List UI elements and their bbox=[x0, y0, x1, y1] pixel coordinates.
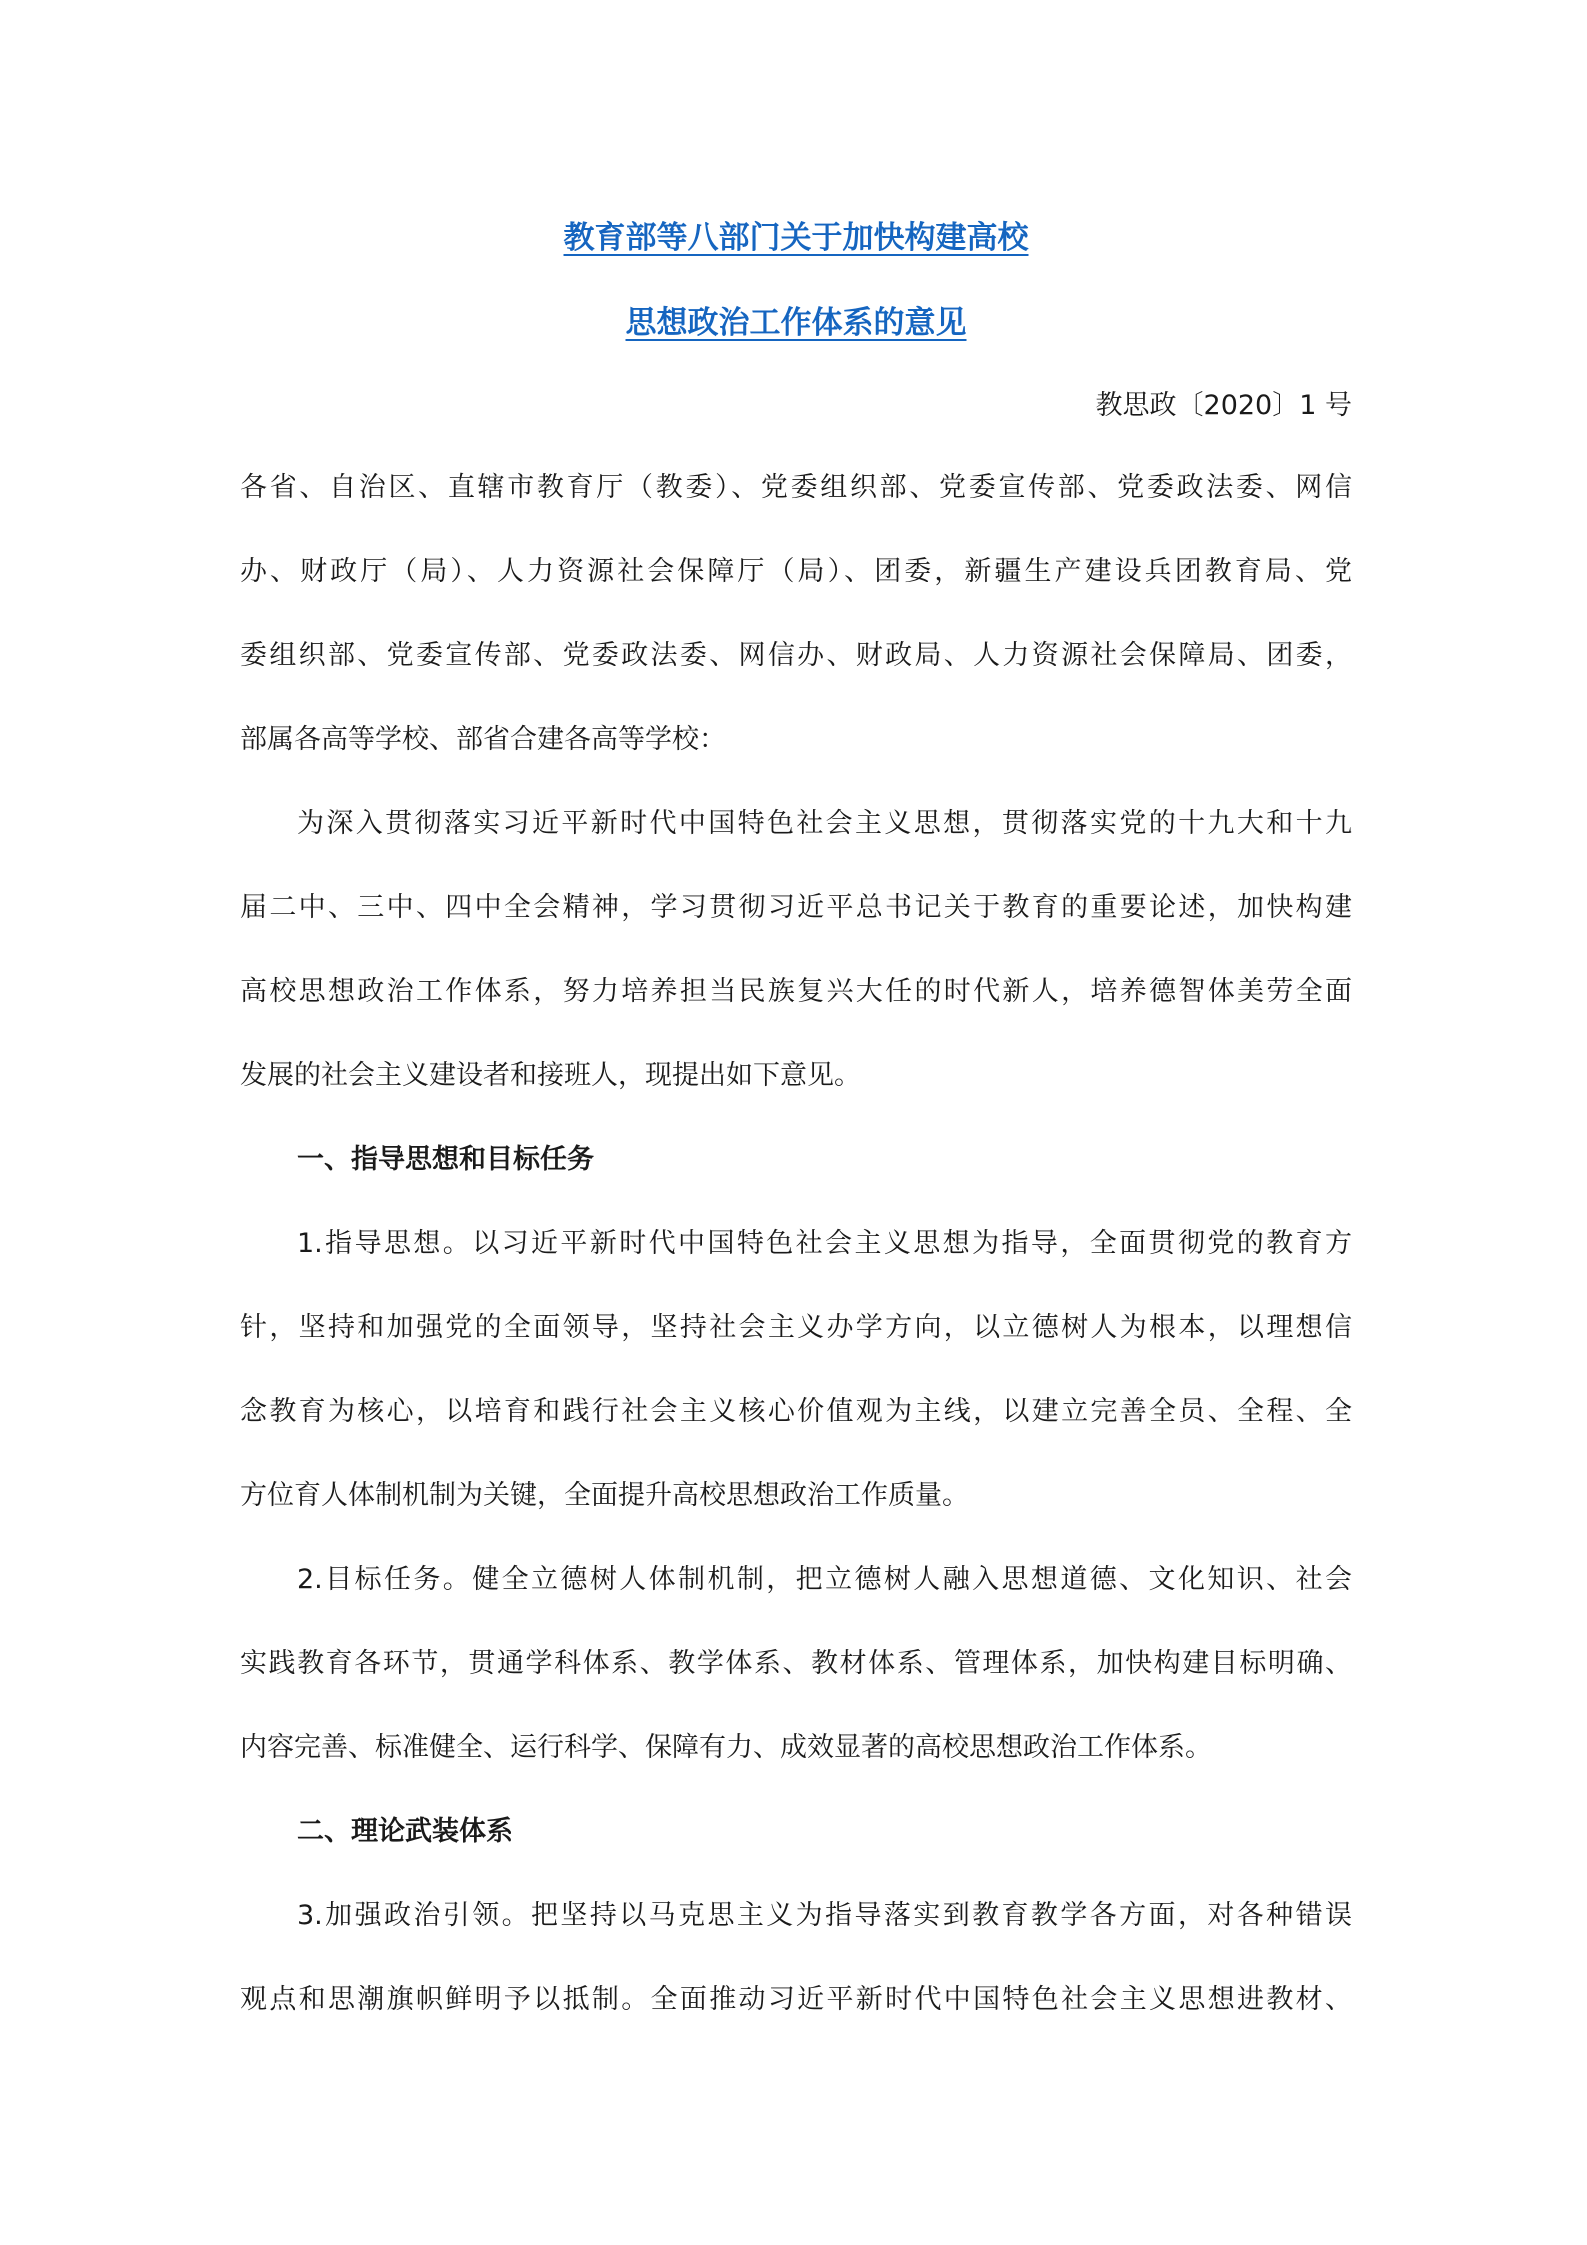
section-1-heading-block bbox=[240, 1140, 1352, 1224]
item-3-line: 观点和思潮旗帜鲜明予以抵制。全面推动习近平新时代中国特色社会主义思想进教材、 bbox=[240, 1984, 1352, 2015]
addressee-line: 办、财政厅（局）、人力资源社会保障厅（局）、团委，新疆生产建设兵团教育局、党 bbox=[240, 556, 1352, 587]
intro-paragraph bbox=[240, 804, 1352, 1140]
item-2-paragraph bbox=[240, 1560, 1352, 1812]
section-2-heading-block bbox=[240, 1812, 1352, 1896]
item-2-line: 2.目标任务。健全立德树人体制机制，把立德树人融入思想道德、文化知识、社会 bbox=[297, 1564, 1352, 1595]
document-title-line-1[interactable]: 教育部等八部门关于加快构建高校 bbox=[563, 220, 1029, 256]
item-1-line: 方位育人体制机制为关键，全面提升高校思想政治工作质量。 bbox=[240, 1480, 969, 1511]
addressee-line: 各省、自治区、直辖市教育厅（教委）、党委组织部、党委宣传部、党委政法委、网信 bbox=[240, 472, 1352, 503]
item-3-line: 3.加强政治引领。把坚持以马克思主义为指导落实到教育教学各方面，对各种错误 bbox=[297, 1900, 1352, 1931]
section-1-heading: 一、指导思想和目标任务 bbox=[297, 1144, 594, 1175]
item-1-line: 针，坚持和加强党的全面领导，坚持社会主义办学方向，以立德树人为根本，以理想信 bbox=[240, 1312, 1352, 1343]
intro-line: 高校思想政治工作体系，努力培养担当民族复兴大任的时代新人，培养德智体美劳全面 bbox=[240, 976, 1352, 1007]
addressee-paragraph bbox=[240, 468, 1352, 804]
intro-line: 为深入贯彻落实习近平新时代中国特色社会主义思想，贯彻落实党的十九大和十九 bbox=[297, 808, 1352, 839]
item-3-paragraph bbox=[240, 1896, 1352, 2064]
document-title-line-2[interactable]: 思想政治工作体系的意见 bbox=[625, 305, 967, 341]
addressee-line: 委组织部、党委宣传部、党委政法委、网信办、财政局、人力资源社会保障局、团委， bbox=[240, 640, 1352, 671]
item-2-line: 实践教育各环节，贯通学科体系、教学体系、教材体系、管理体系，加快构建目标明确、 bbox=[240, 1648, 1352, 1679]
intro-line: 届二中、三中、四中全会精神，学习贯彻习近平总书记关于教育的重要论述，加快构建 bbox=[240, 892, 1352, 923]
document-number: 教思政〔2020〕1 号 bbox=[1095, 390, 1352, 421]
item-1-paragraph bbox=[240, 1224, 1352, 1560]
item-2-line: 内容完善、标准健全、运行科学、保障有力、成效显著的高校思想政治工作体系。 bbox=[240, 1732, 1212, 1763]
section-2-heading: 二、理论武装体系 bbox=[297, 1816, 513, 1847]
item-1-line: 1.指导思想。以习近平新时代中国特色社会主义思想为指导，全面贯彻党的教育方 bbox=[297, 1228, 1352, 1259]
addressee-line: 部属各高等学校、部省合建各高等学校： bbox=[240, 724, 726, 755]
item-1-line: 念教育为核心，以培育和践行社会主义核心价值观为主线，以建立完善全员、全程、全 bbox=[240, 1396, 1352, 1427]
intro-line: 发展的社会主义建设者和接班人，现提出如下意见。 bbox=[240, 1060, 861, 1091]
